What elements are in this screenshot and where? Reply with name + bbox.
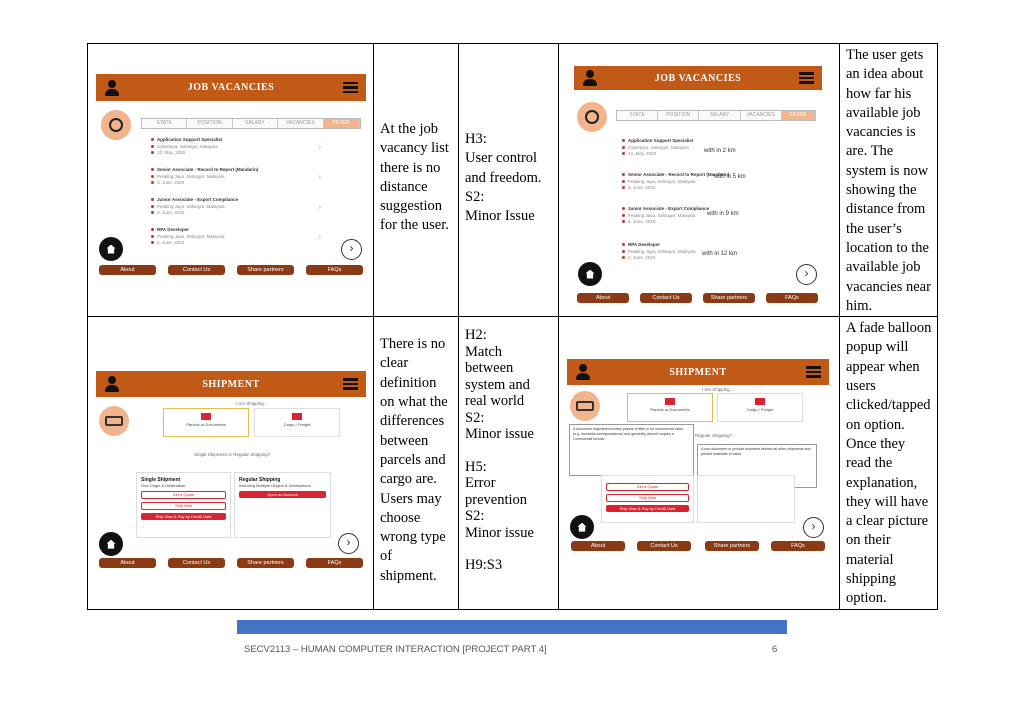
nav-about-button[interactable]: About xyxy=(99,558,156,568)
distance-label: with in 5 km xyxy=(714,174,746,180)
solution-text: A fade balloon popup will appear when users clicked/tapped on option. Once they read the explanation, they will have a clear picture on their material shipping option. xyxy=(846,320,932,607)
job-date: 13, May, 2020 xyxy=(628,151,657,156)
issue-text: At the job vacancy list there is no distance suggestion for the user. xyxy=(380,121,449,234)
user-icon[interactable] xyxy=(105,376,119,392)
issue-text: There is no clear definition on what the differences between parcels and cargo are. Users may choose wrong type of shipment. xyxy=(380,336,448,584)
heuristic-line: User control and freedom. xyxy=(465,150,542,186)
menu-icon[interactable] xyxy=(799,72,814,84)
heuristic-line: Minor Issue xyxy=(465,208,535,225)
footer-text: SECV2113 – HUMAN COMPUTER INTERACTION [PROJECT PART 4] xyxy=(244,644,547,655)
cargo-explanation-popup: A non-document or product shipment defines all other shipments and printed materials of value. xyxy=(697,444,817,488)
job-location: Cyberjaya, Selangor, Malaysia xyxy=(157,143,218,149)
heuristic-line: H2: xyxy=(465,327,487,344)
ship-now-button[interactable]: Ship Now xyxy=(606,494,689,502)
job-vacancies-mockup xyxy=(96,72,366,304)
nav-about-button[interactable]: About xyxy=(99,265,156,275)
get-quote-button[interactable]: Get a Quote xyxy=(141,491,226,499)
nav-faqs-button[interactable]: FAQs xyxy=(771,541,825,551)
chevron-right-icon: › xyxy=(318,174,321,181)
table-row xyxy=(88,44,938,317)
distance-label: with in 9 km xyxy=(707,211,739,217)
regular-shipping-panel xyxy=(697,475,795,523)
app-bar xyxy=(96,371,366,397)
nav-contact-button[interactable]: Contact Us xyxy=(637,541,691,551)
filter-tabs[interactable] xyxy=(141,118,361,129)
search-icon[interactable] xyxy=(101,110,131,140)
shipping-prompt: I Am Shipping... xyxy=(236,401,268,407)
heuristic-line: S2: xyxy=(465,508,485,525)
job-date: 3, June, 2020 xyxy=(157,210,185,215)
issue-cell xyxy=(374,317,459,609)
job-date: 3, June, 2020 xyxy=(628,185,656,190)
before-screenshot-cell xyxy=(88,44,374,317)
app-title: SHIPMENT xyxy=(202,378,260,390)
filter-tabs[interactable] xyxy=(616,110,816,121)
job-location: Petaling Jaya, Selangor, Malaysia xyxy=(157,203,225,209)
app-bar xyxy=(96,74,366,101)
app-title: JOB VACANCIES xyxy=(654,72,742,84)
option-label: Parcels or Documents xyxy=(186,422,226,428)
list-item[interactable] xyxy=(151,227,321,247)
tab-salary[interactable]: SALARY xyxy=(233,119,278,128)
job-location: Petaling Jaya, Selangor, Malaysia xyxy=(628,212,696,218)
nav-about-button[interactable]: About xyxy=(577,293,629,303)
list-item[interactable] xyxy=(151,197,321,217)
nav-share-partners-button[interactable]: Share partners xyxy=(705,541,759,551)
home-icon[interactable] xyxy=(99,532,123,556)
truck-icon xyxy=(570,391,600,421)
open-account-button[interactable]: Open an Account xyxy=(239,491,326,498)
option-label: Cargo / Freight xyxy=(283,422,311,428)
list-item[interactable] xyxy=(151,137,321,157)
nav-contact-button[interactable]: Contact Us xyxy=(168,265,225,275)
page-number: 6 xyxy=(772,644,778,655)
chevron-right-icon[interactable]: › xyxy=(341,239,362,260)
heuristic-line: Minor issue xyxy=(465,524,534,541)
after-screenshot-cell xyxy=(559,317,840,609)
menu-icon[interactable] xyxy=(343,82,358,94)
app-title: SHIPMENT xyxy=(669,366,727,378)
job-location: Petaling Jaya, Selangor, Malaysia xyxy=(157,173,225,179)
parcels-option[interactable] xyxy=(163,408,249,437)
menu-icon[interactable] xyxy=(343,378,358,390)
chevron-right-icon[interactable]: › xyxy=(796,264,817,285)
chevron-right-icon: › xyxy=(318,144,321,151)
tab-vacancies[interactable]: VACANCIES xyxy=(278,119,323,128)
cargo-option[interactable] xyxy=(717,393,803,422)
app-bar xyxy=(567,359,829,385)
tab-state[interactable]: STATE xyxy=(617,111,658,120)
truck-icon xyxy=(99,406,129,436)
job-vacancies-redesign-mockup xyxy=(574,64,824,306)
heuristic-line: Error prevention xyxy=(465,475,528,508)
user-icon[interactable] xyxy=(576,364,590,380)
job-title: Junior Associate - Export Compliance xyxy=(628,206,710,211)
tab-vacancies[interactable]: VACANCIES xyxy=(741,111,782,120)
regular-shipping-panel xyxy=(234,472,331,538)
user-icon[interactable] xyxy=(105,80,119,96)
job-location: Petaling Jaya, Selangor, Malaysia xyxy=(157,233,225,239)
nav-share-partners-button[interactable]: Share partners xyxy=(703,293,755,303)
tab-filter[interactable]: FILTER xyxy=(324,119,361,128)
job-date: 3, June, 2020 xyxy=(157,180,185,185)
home-icon[interactable] xyxy=(570,515,594,539)
nav-faqs-button[interactable]: FAQs xyxy=(306,265,363,275)
solution-cell xyxy=(840,317,938,609)
heuristic-line: S2: xyxy=(465,188,485,205)
app-title: JOB VACANCIES xyxy=(187,82,275,93)
shipment-question: Regular Shipping? xyxy=(695,433,733,439)
tab-state[interactable]: STATE xyxy=(142,119,187,128)
menu-icon[interactable] xyxy=(806,366,821,378)
job-location: Petaling Jaya, Selangor, Malaysia xyxy=(628,248,696,254)
job-location: Petaling Jaya, Selangor, Malaysia xyxy=(628,178,696,184)
chevron-right-icon[interactable]: › xyxy=(803,517,824,538)
panel-subtitle: Including Multiple Origins & Destinations xyxy=(239,483,311,489)
nav-about-button[interactable]: About xyxy=(571,541,625,551)
distance-label: with in 2 km xyxy=(704,148,736,154)
single-shipment-panel xyxy=(136,472,231,538)
document-explanation-popup: A document shipment includes papers of little or no commercial value (e.g. business correspondence) and generally doesn't require a Commercial Invoice. xyxy=(569,424,694,476)
nav-share-partners-button[interactable]: Share partners xyxy=(237,265,294,275)
heuristic-line: Minor issue xyxy=(465,426,534,443)
single-shipment-panel xyxy=(601,475,694,523)
footer-bar xyxy=(237,620,787,634)
chevron-right-icon: › xyxy=(318,204,321,211)
job-date: 2, June, 2020 xyxy=(628,255,656,260)
parcels-option[interactable] xyxy=(627,393,713,422)
get-quote-button[interactable]: Get a Quote xyxy=(606,483,689,491)
before-screenshot-cell xyxy=(88,317,374,609)
nav-faqs-button[interactable]: FAQs xyxy=(766,293,818,303)
heuristic-line: Match between system and real world xyxy=(465,343,530,410)
job-date: 3, June, 2020 xyxy=(628,219,656,224)
home-icon[interactable] xyxy=(578,262,602,286)
heuristic-line: H9:S3 xyxy=(465,557,503,574)
solution-text: The user gets an idea about how far his available job vacancies is are. The system is now showing the distance from the user’s location to the available job vacancies near him. xyxy=(846,47,931,314)
job-title: Application Support Specialist xyxy=(157,137,223,142)
tab-position[interactable]: POSITION xyxy=(187,119,232,128)
tab-position[interactable]: POSITION xyxy=(658,111,699,120)
shipment-mockup xyxy=(96,369,366,575)
job-title: Junior Associate - Export Compliance xyxy=(157,197,239,202)
job-title: RPA Developer xyxy=(157,227,190,232)
list-item[interactable] xyxy=(151,167,321,187)
table-row xyxy=(88,317,938,609)
heuristic-cell xyxy=(459,44,559,317)
option-label: Parcels or Documents xyxy=(650,407,690,413)
job-location: Cyberjaya, Selangor, Malaysia xyxy=(628,144,689,150)
chevron-right-icon: › xyxy=(318,234,321,241)
nav-share-partners-button[interactable]: Share partners xyxy=(237,558,294,568)
heuristic-line: H5: xyxy=(465,458,487,475)
panel-subtitle: One Origin & Destination xyxy=(141,483,186,489)
cargo-option[interactable] xyxy=(254,408,340,437)
job-date: 2, June, 2020 xyxy=(157,240,185,245)
issue-cell xyxy=(374,44,459,317)
shipment-redesign-mockup xyxy=(567,357,832,557)
job-title: Senior Associate - Record to Report (Mandarin) xyxy=(157,167,259,172)
distance-label: with in 12 km xyxy=(702,251,738,257)
chevron-right-icon[interactable]: › xyxy=(338,533,359,554)
nav-contact-button[interactable]: Contact Us xyxy=(168,558,225,568)
heuristic-line: H3: xyxy=(465,131,487,147)
ship-now-pay-button[interactable]: Ship Now & Pay by Credit Card xyxy=(606,505,689,512)
search-icon[interactable] xyxy=(577,102,607,132)
job-date: 13, May, 2020 xyxy=(157,150,186,155)
tab-salary[interactable]: SALARY xyxy=(699,111,740,120)
job-title: Senior Associate - Record to Report (Mandarin) xyxy=(628,172,730,177)
nav-contact-button[interactable]: Contact Us xyxy=(640,293,692,303)
home-icon[interactable] xyxy=(99,237,123,261)
ship-now-button[interactable]: Ship Now xyxy=(141,502,226,510)
shipment-question: Single Shipment or Regular Shipping? xyxy=(194,452,271,458)
option-label: Cargo / Freight xyxy=(746,407,774,413)
evaluation-table xyxy=(87,43,938,610)
package-icon xyxy=(201,413,211,420)
package-icon xyxy=(665,398,675,405)
job-title: RPA Developer xyxy=(628,242,661,247)
panel-title: Single Shipment xyxy=(141,477,181,484)
heuristic-line: S2: xyxy=(465,409,485,426)
nav-faqs-button[interactable]: FAQs xyxy=(306,558,363,568)
heuristic-cell xyxy=(459,317,559,609)
ship-now-pay-button[interactable]: Ship Now & Pay by Credit Card xyxy=(141,513,226,520)
shipping-prompt: I Am Shipping... xyxy=(702,387,734,393)
job-title: Application Support Specialist xyxy=(628,138,694,143)
after-screenshot-cell xyxy=(559,44,840,317)
tab-filter[interactable]: FILTER xyxy=(782,111,815,120)
solution-cell xyxy=(840,44,938,317)
user-icon[interactable] xyxy=(583,70,597,86)
app-bar xyxy=(574,66,822,90)
cargo-icon xyxy=(292,413,302,420)
panel-title: Regular Shipping xyxy=(239,477,281,484)
cargo-icon xyxy=(755,398,765,405)
